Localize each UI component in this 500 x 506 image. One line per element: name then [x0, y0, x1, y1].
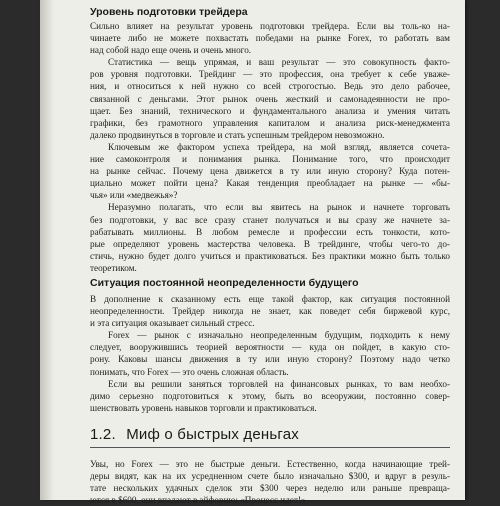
paragraph-line: рые определяют уровень мастерства человека. В трейдинге, чтобы чего-то до-	[90, 238, 450, 249]
paragraph-line: следует, вооружившись теорией вероятности — куда он пойдет, в какую сто-	[90, 342, 450, 353]
paragraph-line: В дополнение к сказанному есть еще такой фактор, как ситуация постоянной	[90, 293, 450, 304]
paragraph-line: теоретиком.	[90, 262, 137, 273]
paragraph-line: рону. Каковы шансы движения в ту или иную сторону? Поэтому надо четко	[90, 354, 450, 365]
paragraph-line: щает. Без знаний, технического и фундаментального анализа и умения читать	[90, 105, 450, 116]
book-page	[40, 0, 465, 506]
paragraph-line: понимать, что Forex — это очень сложная область.	[90, 366, 289, 377]
paragraph-line: и эта ситуация оказывает сильный стресс.	[90, 318, 255, 329]
heading-trader-preparation: Уровень подготовки трейдера	[90, 6, 248, 18]
paragraph-line: далеко продвинуться в торговле и стать успешным трейдером невозможно.	[90, 129, 385, 140]
paragraph-line: ров уровня подготовки. Трейдинг — это профессия, она требует к себе уваже-	[90, 69, 450, 80]
section-title: Миф о быстрых деньгах	[126, 425, 300, 443]
section-number: 1.2.	[90, 425, 116, 443]
paragraph-line: над собой надо еще очень и очень много.	[90, 45, 252, 56]
paragraph-line: неопределенности. Трейдер никогда не знает, как поведет себя биржевой курс,	[90, 306, 450, 317]
section-heading	[90, 426, 450, 444]
section-rule	[90, 447, 450, 448]
paragraph-line: Увы, но Forex — это не быстрые деньги. Естественно, когда начинающие трей-	[90, 458, 450, 469]
paragraph-line: тате нескольких удачных сделок эти $300 через неделю или раньше превраща-	[90, 483, 450, 494]
paragraph-line: на рынке сейчас. Почему цена движется в ту или иную сторону? Куда потен-	[90, 166, 450, 177]
paragraph-line: чья» или «медвежья»?	[90, 190, 178, 201]
paragraph-line: Статистика — вещь упрямая, и ваш результат — это совокупность факто-	[108, 57, 450, 68]
heading-uncertainty: Ситуация постоянной неопределенности будущего	[90, 276, 359, 289]
paragraph-line: Неразумно полагать, что если вы явитесь на рынок и начнете торговать	[108, 202, 450, 213]
paragraph-line: графики, без грамотного управления капиталом и анализа риск-менеджмента	[90, 117, 450, 128]
paragraph-line: Если вы решили заняться торговлей на финансовых рынках, то вам необхо-	[108, 378, 450, 389]
paragraph-line: стичь, нужно будет долго учиться и практиковаться. Без практики можно быть только	[90, 250, 450, 261]
paragraph-line: Forex — рынок с изначально неопределенным будущим, подходить к нему	[108, 330, 450, 341]
paragraph-line: чинаете либо не можете похвастать победами на рынке Forex, то работать вам	[90, 33, 450, 44]
paragraph-line: ние самоконтроля и понимания рынка. Понимание того, что происходит	[90, 154, 450, 165]
paragraph-line: без подготовки, у вас все сразу станет получаться и вы сразу же начнете за-	[90, 214, 450, 225]
paragraph-line: рабатывать миллионы. В любом ремесле и профессии есть тонкости, кото-	[90, 226, 450, 237]
paragraph-line: ются в $600, они впадают в эйфорию: «Процесс идет!»	[90, 495, 306, 506]
paragraph-line: шенствовать уровень навыков торговли и практиковаться.	[90, 402, 317, 413]
paragraph-line: Ключевым же фактором успеха трейдера, на мой взгляд, является сочета-	[108, 141, 450, 152]
paragraph-line: димо серьезно подготовиться к этому, быть во всеоружии, постоянно совер-	[90, 390, 450, 401]
paragraph-line: Сильно влияет на результат уровень подготовки трейдера. Если вы толь-ко на-	[90, 21, 450, 31]
page-gutter-shadow	[40, 0, 54, 500]
paragraph-line: циально может пойти цена? Какая тенденция преобладает на рынке — «бы-	[90, 178, 450, 189]
paragraph-line: ния, и относиться к ней нужно со всей строгостью. Ведь это дело рабочее,	[90, 81, 450, 92]
paragraph-line: деры видят, как на их усредненном счете было изначально $300, и вдруг в резуль-	[90, 471, 450, 481]
page-content	[90, 6, 450, 506]
paragraph-line: связанной с деньгами. Этот рынок очень жесткий и самонадеянности не про-	[90, 93, 450, 104]
